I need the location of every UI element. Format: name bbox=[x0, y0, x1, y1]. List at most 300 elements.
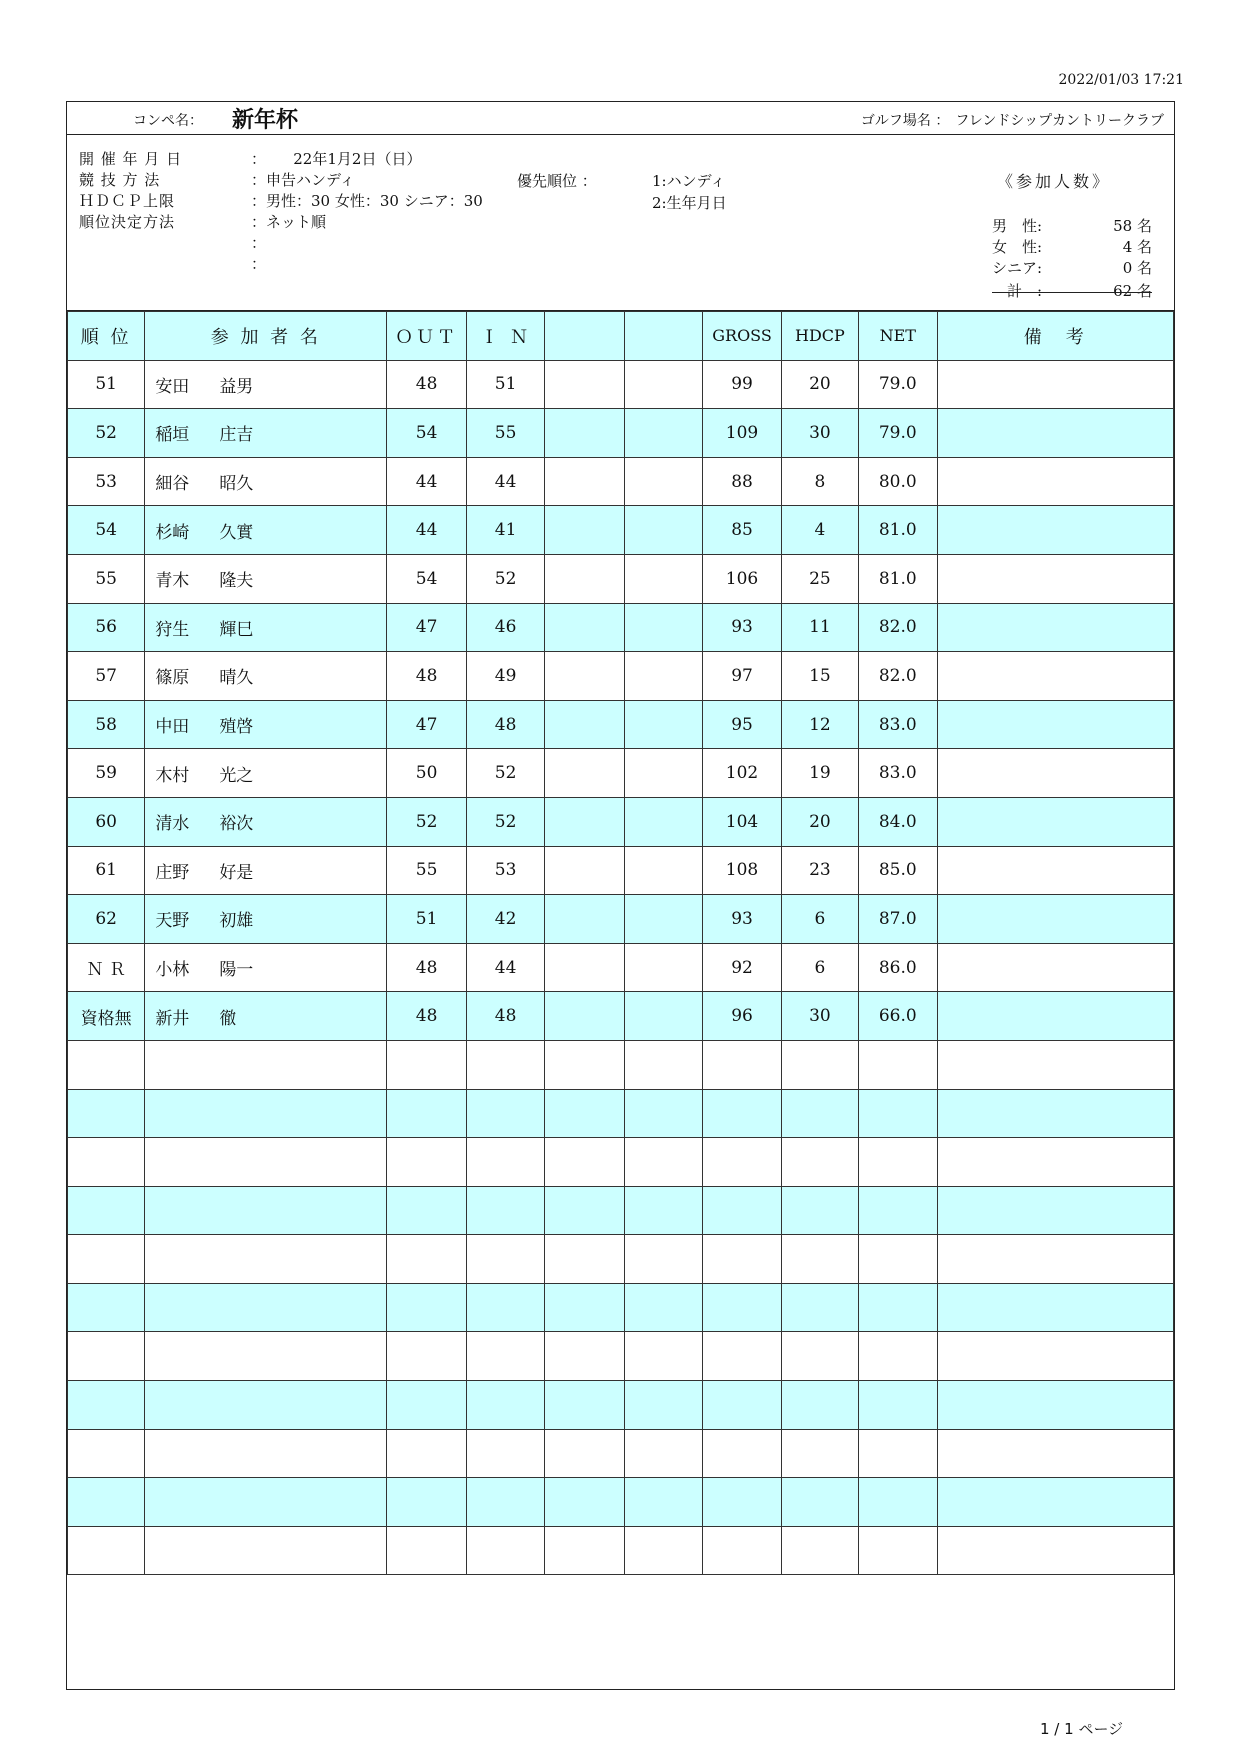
gross-cell: 106 bbox=[703, 554, 781, 603]
empty-cell bbox=[781, 1429, 858, 1478]
empty-cell bbox=[145, 1478, 387, 1527]
table-row bbox=[68, 700, 1174, 749]
gross-cell: 96 bbox=[703, 992, 781, 1041]
count-divider bbox=[992, 292, 1152, 293]
in-score-cell: 52 bbox=[466, 749, 544, 798]
out-score-cell: 50 bbox=[387, 749, 467, 798]
participant-count-title: 《参加人数》 bbox=[997, 172, 1112, 191]
rank-cell: 62 bbox=[68, 895, 145, 944]
empty-cell bbox=[545, 1138, 625, 1187]
gross-cell: 104 bbox=[703, 797, 781, 846]
given-name: 輝巳 bbox=[219, 619, 254, 640]
count-value: 4 名 bbox=[1122, 238, 1152, 256]
blank-cell bbox=[545, 554, 625, 603]
empty-cell bbox=[624, 1186, 702, 1235]
header-hdcp: HDCP bbox=[781, 312, 858, 361]
net-cell: 66.0 bbox=[859, 992, 937, 1041]
note-cell bbox=[937, 554, 1174, 603]
gross-cell: 95 bbox=[703, 700, 781, 749]
results-table bbox=[67, 311, 1174, 1575]
empty-cell bbox=[545, 1478, 625, 1527]
empty-cell bbox=[387, 1332, 467, 1381]
empty-row bbox=[68, 1381, 1174, 1430]
info-value: ： bbox=[251, 255, 267, 273]
count-row bbox=[992, 236, 1152, 258]
header-rank: 順 位 bbox=[68, 312, 145, 361]
rank-cell: 54 bbox=[68, 506, 145, 555]
empty-cell bbox=[68, 1526, 145, 1575]
given-name: 庄吉 bbox=[219, 425, 254, 446]
empty-cell bbox=[703, 1332, 781, 1381]
empty-cell bbox=[466, 1089, 544, 1138]
empty-cell bbox=[703, 1138, 781, 1187]
priority-2: 2:生年月日 bbox=[652, 194, 727, 212]
empty-cell bbox=[68, 1283, 145, 1332]
empty-cell bbox=[859, 1332, 937, 1381]
rank-cell: 59 bbox=[68, 749, 145, 798]
info-label: 順位決定方法 bbox=[79, 213, 176, 231]
rank-cell: 56 bbox=[68, 603, 145, 652]
print-timestamp: 2022/01/03 17:21 bbox=[1058, 72, 1184, 88]
blank-cell bbox=[545, 992, 625, 1041]
rank-cell: 53 bbox=[68, 457, 145, 506]
empty-cell bbox=[624, 1429, 702, 1478]
hdcp-cell: 30 bbox=[781, 992, 858, 1041]
empty-cell bbox=[466, 1526, 544, 1575]
player-name-cell bbox=[145, 992, 387, 1041]
title-bar bbox=[67, 102, 1174, 135]
out-score-cell: 55 bbox=[387, 846, 467, 895]
count-row bbox=[992, 215, 1152, 237]
empty-cell bbox=[387, 1283, 467, 1332]
given-name: 昭久 bbox=[219, 474, 254, 495]
header-in: Ｉ Ｎ bbox=[466, 312, 544, 361]
empty-row bbox=[68, 1186, 1174, 1235]
player-name-cell bbox=[145, 895, 387, 944]
player-name-cell bbox=[145, 943, 387, 992]
blank-cell bbox=[545, 895, 625, 944]
gross-cell: 109 bbox=[703, 409, 781, 458]
empty-cell bbox=[937, 1040, 1174, 1089]
net-cell: 87.0 bbox=[859, 895, 937, 944]
empty-row bbox=[68, 1235, 1174, 1284]
compe-name: 新年杯 bbox=[232, 107, 299, 133]
competition-info bbox=[67, 135, 1174, 311]
empty-cell bbox=[68, 1429, 145, 1478]
out-score-cell: 52 bbox=[387, 797, 467, 846]
blank-cell bbox=[624, 797, 702, 846]
empty-cell bbox=[387, 1381, 467, 1430]
hdcp-cell: 23 bbox=[781, 846, 858, 895]
empty-cell bbox=[937, 1089, 1174, 1138]
blank-cell bbox=[545, 652, 625, 701]
gross-cell: 92 bbox=[703, 943, 781, 992]
given-name: 殖啓 bbox=[219, 717, 254, 738]
given-name: 益男 bbox=[219, 376, 254, 397]
hdcp-cell: 6 bbox=[781, 943, 858, 992]
empty-cell bbox=[859, 1235, 937, 1284]
hdcp-cell: 15 bbox=[781, 652, 858, 701]
net-cell: 80.0 bbox=[859, 457, 937, 506]
empty-cell bbox=[624, 1235, 702, 1284]
net-cell: 83.0 bbox=[859, 749, 937, 798]
header-name: 参 加 者 名 bbox=[145, 312, 387, 361]
empty-cell bbox=[624, 1381, 702, 1430]
net-cell: 83.0 bbox=[859, 700, 937, 749]
out-score-cell: 48 bbox=[387, 943, 467, 992]
empty-cell bbox=[145, 1429, 387, 1478]
empty-row bbox=[68, 1283, 1174, 1332]
out-score-cell: 51 bbox=[387, 895, 467, 944]
in-score-cell: 52 bbox=[466, 554, 544, 603]
blank-cell bbox=[624, 700, 702, 749]
net-cell: 79.0 bbox=[859, 409, 937, 458]
rank-cell: 51 bbox=[68, 360, 145, 409]
table-row bbox=[68, 797, 1174, 846]
family-name: 新井 bbox=[155, 1008, 190, 1029]
family-name: 細谷 bbox=[155, 474, 190, 495]
empty-cell bbox=[937, 1526, 1174, 1575]
blank-cell bbox=[624, 895, 702, 944]
header-net: NET bbox=[859, 312, 937, 361]
given-name: 晴久 bbox=[219, 668, 254, 689]
empty-cell bbox=[387, 1089, 467, 1138]
net-cell: 86.0 bbox=[859, 943, 937, 992]
empty-cell bbox=[781, 1332, 858, 1381]
gross-cell: 93 bbox=[703, 603, 781, 652]
empty-cell bbox=[781, 1040, 858, 1089]
info-label: 開 催 年 月 日 bbox=[79, 150, 183, 168]
empty-cell bbox=[466, 1429, 544, 1478]
empty-cell bbox=[781, 1478, 858, 1527]
hdcp-cell: 19 bbox=[781, 749, 858, 798]
empty-cell bbox=[387, 1526, 467, 1575]
empty-cell bbox=[781, 1381, 858, 1430]
empty-cell bbox=[545, 1040, 625, 1089]
empty-cell bbox=[145, 1332, 387, 1381]
in-score-cell: 52 bbox=[466, 797, 544, 846]
table-row bbox=[68, 992, 1174, 1041]
hdcp-cell: 4 bbox=[781, 506, 858, 555]
empty-cell bbox=[545, 1429, 625, 1478]
blank-cell bbox=[624, 457, 702, 506]
table-row bbox=[68, 749, 1174, 798]
blank-cell bbox=[624, 603, 702, 652]
page-indicator: 1 / 1 ページ bbox=[1040, 1720, 1124, 1738]
empty-cell bbox=[937, 1381, 1174, 1430]
empty-cell bbox=[937, 1138, 1174, 1187]
out-score-cell: 54 bbox=[387, 409, 467, 458]
empty-cell bbox=[68, 1138, 145, 1187]
table-row bbox=[68, 603, 1174, 652]
blank-cell bbox=[545, 409, 625, 458]
empty-cell bbox=[466, 1040, 544, 1089]
empty-cell bbox=[624, 1040, 702, 1089]
given-name: 裕次 bbox=[219, 814, 254, 835]
note-cell bbox=[937, 652, 1174, 701]
player-name-cell bbox=[145, 554, 387, 603]
table-header-row bbox=[68, 312, 1174, 361]
empty-cell bbox=[387, 1138, 467, 1187]
empty-cell bbox=[703, 1429, 781, 1478]
given-name: 光之 bbox=[219, 765, 254, 786]
family-name: 稲垣 bbox=[155, 425, 190, 446]
blank-cell bbox=[545, 943, 625, 992]
table-row bbox=[68, 846, 1174, 895]
count-value: 0 名 bbox=[1122, 259, 1152, 277]
info-value: ：申告ハンディ bbox=[251, 171, 355, 189]
rank-cell: 資格無 bbox=[68, 992, 145, 1041]
empty-cell bbox=[68, 1478, 145, 1527]
empty-cell bbox=[68, 1332, 145, 1381]
gross-cell: 108 bbox=[703, 846, 781, 895]
empty-cell bbox=[466, 1332, 544, 1381]
gross-cell: 99 bbox=[703, 360, 781, 409]
in-score-cell: 42 bbox=[466, 895, 544, 944]
in-score-cell: 41 bbox=[466, 506, 544, 555]
hdcp-cell: 8 bbox=[781, 457, 858, 506]
out-score-cell: 44 bbox=[387, 457, 467, 506]
family-name: 庄野 bbox=[155, 862, 190, 883]
empty-cell bbox=[68, 1381, 145, 1430]
note-cell bbox=[937, 409, 1174, 458]
hdcp-cell: 25 bbox=[781, 554, 858, 603]
note-cell bbox=[937, 360, 1174, 409]
empty-cell bbox=[937, 1332, 1174, 1381]
count-row bbox=[992, 280, 1152, 302]
count-label: 男 性: bbox=[992, 217, 1043, 235]
empty-cell bbox=[145, 1381, 387, 1430]
empty-cell bbox=[145, 1186, 387, 1235]
empty-cell bbox=[545, 1332, 625, 1381]
net-cell: 79.0 bbox=[859, 360, 937, 409]
empty-row bbox=[68, 1040, 1174, 1089]
info-value: ： bbox=[251, 234, 267, 252]
given-name: 徹 bbox=[219, 1008, 237, 1029]
info-value: ：男性：30 女性：30 シニア：30 bbox=[251, 192, 483, 210]
net-cell: 81.0 bbox=[859, 554, 937, 603]
empty-cell bbox=[466, 1138, 544, 1187]
blank-cell bbox=[545, 797, 625, 846]
net-cell: 85.0 bbox=[859, 846, 937, 895]
empty-cell bbox=[781, 1186, 858, 1235]
note-cell bbox=[937, 506, 1174, 555]
empty-row bbox=[68, 1089, 1174, 1138]
player-name-cell bbox=[145, 360, 387, 409]
empty-row bbox=[68, 1478, 1174, 1527]
blank-cell bbox=[624, 409, 702, 458]
blank-cell bbox=[624, 749, 702, 798]
empty-cell bbox=[387, 1478, 467, 1527]
table-row bbox=[68, 409, 1174, 458]
gross-cell: 85 bbox=[703, 506, 781, 555]
empty-cell bbox=[466, 1478, 544, 1527]
count-value: 62 名 bbox=[1113, 282, 1152, 300]
empty-cell bbox=[624, 1089, 702, 1138]
priority-1: 1:ハンディ bbox=[652, 172, 726, 190]
table-row bbox=[68, 943, 1174, 992]
empty-cell bbox=[68, 1186, 145, 1235]
blank-cell bbox=[624, 992, 702, 1041]
player-name-cell bbox=[145, 603, 387, 652]
in-score-cell: 53 bbox=[466, 846, 544, 895]
header-gross: GROSS bbox=[703, 312, 781, 361]
note-cell bbox=[937, 700, 1174, 749]
empty-row bbox=[68, 1138, 1174, 1187]
empty-cell bbox=[703, 1089, 781, 1138]
in-score-cell: 44 bbox=[466, 943, 544, 992]
hdcp-cell: 12 bbox=[781, 700, 858, 749]
info-label: ＨＤＣＰ上限 bbox=[79, 192, 176, 210]
empty-cell bbox=[624, 1138, 702, 1187]
player-name-cell bbox=[145, 506, 387, 555]
given-name: 隆夫 bbox=[219, 571, 254, 592]
empty-cell bbox=[545, 1283, 625, 1332]
player-name-cell bbox=[145, 797, 387, 846]
blank-cell bbox=[624, 506, 702, 555]
blank-cell bbox=[624, 554, 702, 603]
empty-cell bbox=[624, 1332, 702, 1381]
rank-cell: 57 bbox=[68, 652, 145, 701]
blank-cell bbox=[545, 603, 625, 652]
hdcp-cell: 6 bbox=[781, 895, 858, 944]
player-name-cell bbox=[145, 457, 387, 506]
empty-cell bbox=[781, 1235, 858, 1284]
empty-cell bbox=[703, 1235, 781, 1284]
count-value: 58 名 bbox=[1113, 217, 1152, 235]
empty-cell bbox=[545, 1089, 625, 1138]
empty-cell bbox=[781, 1138, 858, 1187]
header-out: ＯＵＴ bbox=[387, 312, 467, 361]
out-score-cell: 48 bbox=[387, 992, 467, 1041]
family-name: 安田 bbox=[155, 376, 190, 397]
empty-cell bbox=[859, 1478, 937, 1527]
player-name-cell bbox=[145, 652, 387, 701]
in-score-cell: 48 bbox=[466, 992, 544, 1041]
empty-cell bbox=[937, 1283, 1174, 1332]
empty-cell bbox=[545, 1526, 625, 1575]
course-name: フレンドシップカントリークラブ bbox=[955, 113, 1164, 129]
given-name: 陽一 bbox=[219, 960, 254, 981]
blank-cell bbox=[545, 700, 625, 749]
blank-cell bbox=[545, 749, 625, 798]
gross-cell: 97 bbox=[703, 652, 781, 701]
note-cell bbox=[937, 895, 1174, 944]
rank-cell: 52 bbox=[68, 409, 145, 458]
rank-cell: Ｎ Ｒ bbox=[68, 943, 145, 992]
empty-cell bbox=[937, 1478, 1174, 1527]
blank-cell bbox=[624, 943, 702, 992]
hdcp-cell: 30 bbox=[781, 409, 858, 458]
empty-cell bbox=[859, 1283, 937, 1332]
in-score-cell: 48 bbox=[466, 700, 544, 749]
player-name-cell bbox=[145, 749, 387, 798]
header-blank-2 bbox=[624, 312, 702, 361]
info-label: 競 技 方 法 bbox=[79, 171, 161, 189]
table-row bbox=[68, 457, 1174, 506]
course-label-text: ゴルフ場名 ： bbox=[860, 113, 950, 129]
given-name: 久實 bbox=[219, 522, 254, 543]
empty-cell bbox=[859, 1186, 937, 1235]
hdcp-cell: 20 bbox=[781, 360, 858, 409]
given-name: 好是 bbox=[219, 862, 254, 883]
empty-cell bbox=[703, 1526, 781, 1575]
empty-cell bbox=[145, 1040, 387, 1089]
empty-cell bbox=[145, 1089, 387, 1138]
empty-cell bbox=[703, 1283, 781, 1332]
in-score-cell: 44 bbox=[466, 457, 544, 506]
given-name: 初雄 bbox=[219, 911, 254, 932]
gross-cell: 93 bbox=[703, 895, 781, 944]
note-cell bbox=[937, 797, 1174, 846]
compe-label: コンペ名： bbox=[133, 113, 203, 129]
empty-cell bbox=[387, 1235, 467, 1284]
info-value: ： 22年1月2日（日） bbox=[251, 150, 422, 168]
empty-cell bbox=[703, 1478, 781, 1527]
empty-cell bbox=[466, 1235, 544, 1284]
info-value: ：ネット順 bbox=[251, 213, 327, 231]
family-name: 木村 bbox=[155, 765, 190, 786]
empty-cell bbox=[145, 1526, 387, 1575]
table-row bbox=[68, 554, 1174, 603]
empty-cell bbox=[145, 1235, 387, 1284]
empty-cell bbox=[145, 1138, 387, 1187]
rank-cell: 61 bbox=[68, 846, 145, 895]
empty-cell bbox=[859, 1138, 937, 1187]
empty-cell bbox=[859, 1089, 937, 1138]
blank-cell bbox=[545, 360, 625, 409]
net-cell: 82.0 bbox=[859, 603, 937, 652]
empty-row bbox=[68, 1429, 1174, 1478]
empty-cell bbox=[68, 1089, 145, 1138]
blank-cell bbox=[545, 846, 625, 895]
empty-cell bbox=[545, 1381, 625, 1430]
count-row bbox=[992, 257, 1152, 279]
out-score-cell: 54 bbox=[387, 554, 467, 603]
course-label bbox=[861, 110, 1164, 130]
empty-cell bbox=[781, 1283, 858, 1332]
family-name: 天野 bbox=[155, 911, 190, 932]
out-score-cell: 48 bbox=[387, 360, 467, 409]
empty-cell bbox=[859, 1040, 937, 1089]
empty-cell bbox=[937, 1186, 1174, 1235]
family-name: 篠原 bbox=[155, 668, 190, 689]
family-name: 清水 bbox=[155, 814, 190, 835]
empty-cell bbox=[859, 1526, 937, 1575]
rank-cell: 55 bbox=[68, 554, 145, 603]
count-label: 計 : bbox=[992, 282, 1043, 300]
table-row bbox=[68, 360, 1174, 409]
empty-cell bbox=[703, 1186, 781, 1235]
empty-cell bbox=[466, 1186, 544, 1235]
empty-cell bbox=[937, 1429, 1174, 1478]
player-name-cell bbox=[145, 700, 387, 749]
hdcp-cell: 20 bbox=[781, 797, 858, 846]
empty-cell bbox=[859, 1381, 937, 1430]
empty-cell bbox=[68, 1235, 145, 1284]
blank-cell bbox=[624, 360, 702, 409]
blank-cell bbox=[545, 506, 625, 555]
note-cell bbox=[937, 943, 1174, 992]
gross-cell: 88 bbox=[703, 457, 781, 506]
empty-cell bbox=[387, 1429, 467, 1478]
priority-label: 優先順位 ： bbox=[517, 172, 597, 190]
empty-cell bbox=[466, 1283, 544, 1332]
net-cell: 82.0 bbox=[859, 652, 937, 701]
empty-cell bbox=[624, 1283, 702, 1332]
empty-cell bbox=[68, 1040, 145, 1089]
out-score-cell: 44 bbox=[387, 506, 467, 555]
